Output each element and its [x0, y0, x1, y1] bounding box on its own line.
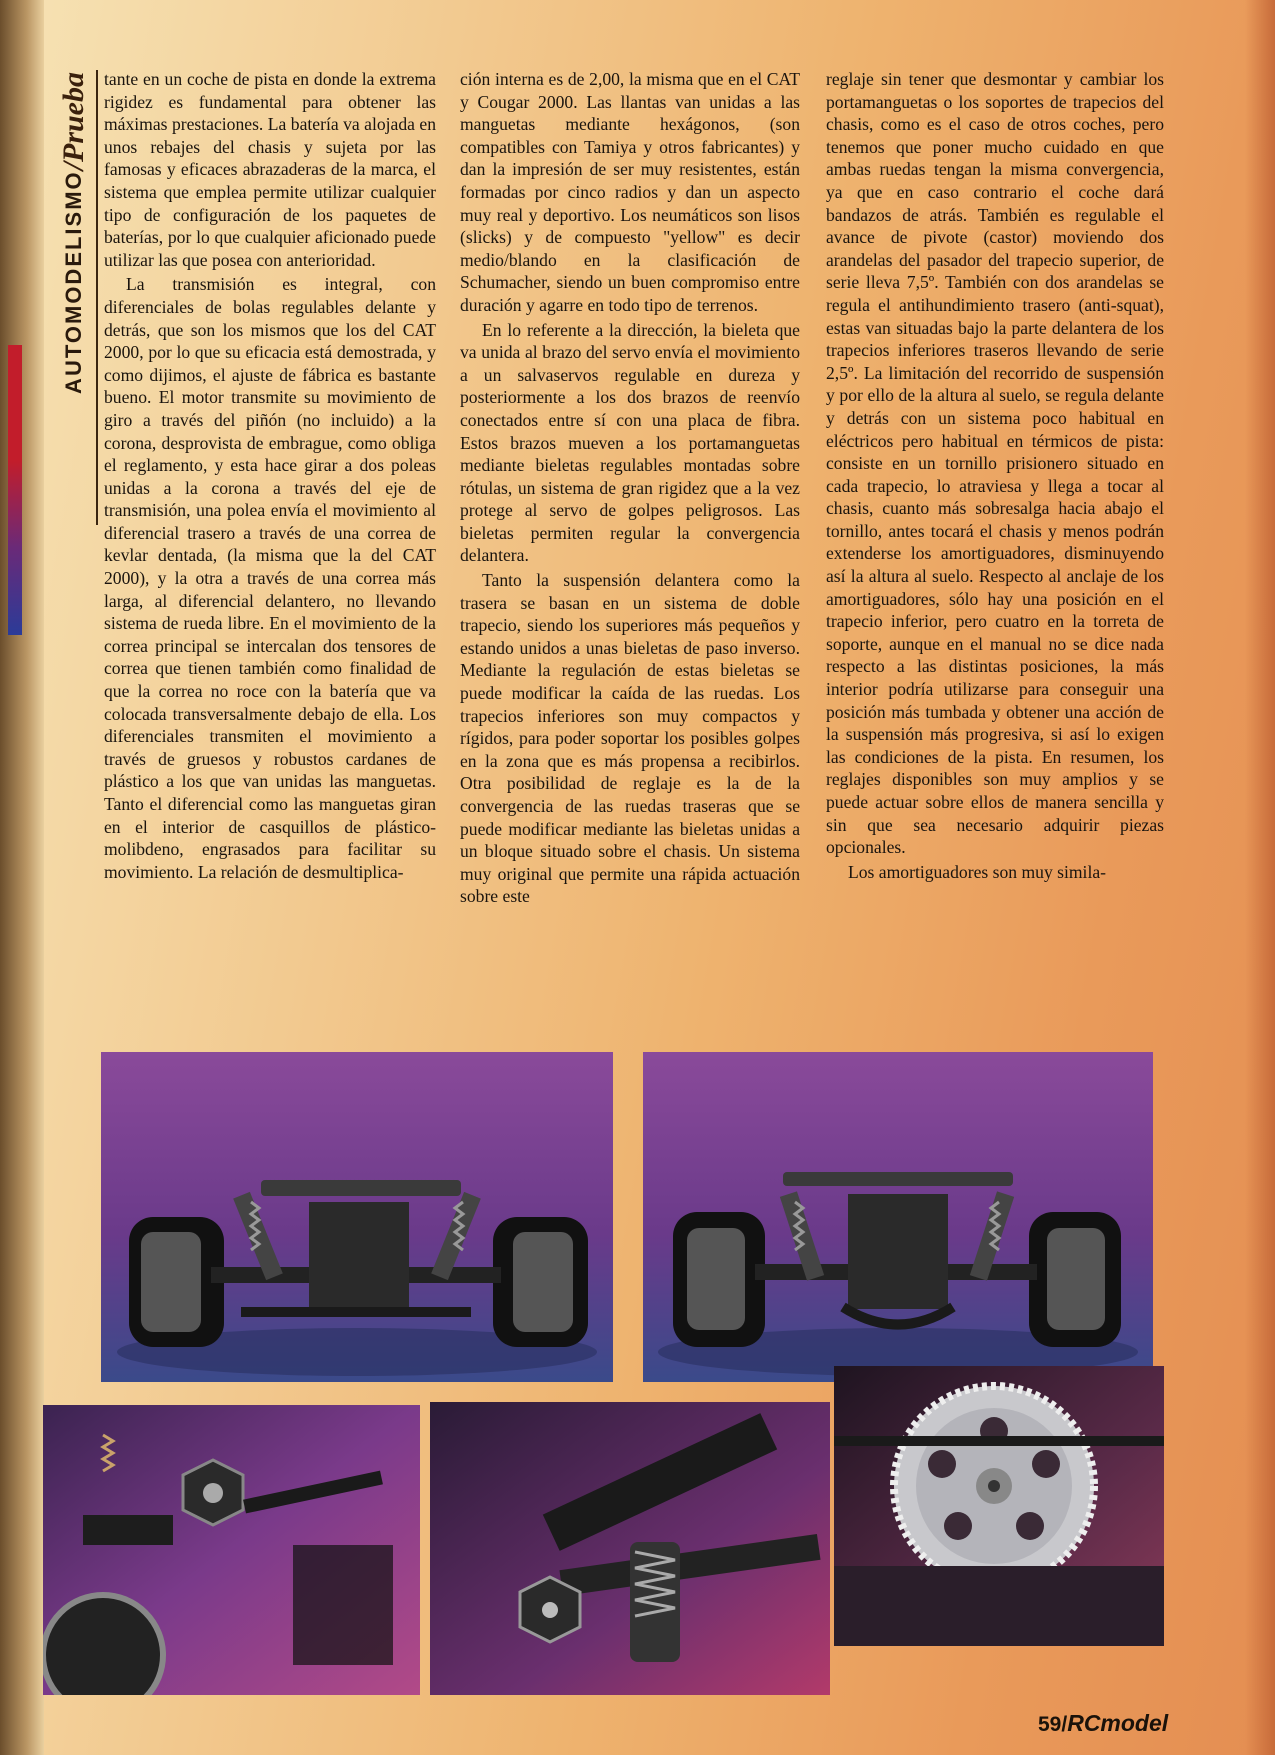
section-type: Prueba — [57, 72, 90, 162]
paragraph: La transmisión es integral, con diferenciales de bolas regulables delante y detrás, que son los mismos que los del CAT 2000, por lo que su eficacia está demostrada, y como dijimos, el ajuste de fábrica es bastante bueno. El motor transmite su movimiento de giro a través del piñón (no incluido) a la corona, desprovista de embrague, como obliga el reglamento, y esta hace girar a dos poleas unidas a la corona a través del eje de transmisión, una polea envía el movimiento al diferencial trasero a través de una correa de kevlar dentada, (la misma que la del CAT 2000), y la otra a través de una correa más larga, al diferencial delantero, no llevando sistema de rueda libre. En el movimiento de la correa principal se intercalan dos tensores de correa que tienen también como finalidad de que la correa no roce con la batería que va colocada transversalmente debajo de ella. Los diferenciales transmiten el movimiento a través de gruesos y robustos cardanes de plástico a los que van unidas las manguetas. Tanto el diferencial como las manguetas giran en el interior de casquillos de plástico-molibdeno, engrasados para facilitar su movimiento. La relación de desmultiplica- — [104, 274, 436, 882]
page-number: 59/ — [1038, 1713, 1068, 1736]
photo-hub-carrier — [43, 1405, 420, 1695]
paragraph: Tanto la suspensión delantera como la trasera se basan en un sistema de doble trapecio, siendo los superiores más pequeños y estando unidos a unas bieletas de paso inverso. Mediante la regulación de estas bieletas se puede modificar la caída de las ruedas. Los trapecios inferiores son muy compactos y rígidos, para poder soportar los posibles golpes en la zona que es más propensa a recibirlos. Otra posibilidad de reglaje es la de la convergencia de las ruedas traseras que se puede modificar mediante las bieletas unidas a un bloque situado sobre el chasis. Un sistema muy original que permite una rápida actuación sobre este — [460, 570, 800, 907]
page-footer — [1038, 1710, 1168, 1737]
paragraph: tante en un coche de pista en donde la extrema rigidez es fundamental para obtener las máximas prestaciones. La batería va alojada en unos rebajes del chasis y sujeta por las famosas y eficaces abrazaderas de la marca, el sistema que emplea permite utilizar cualquier tipo de configuración de los paquetes de baterías, por lo que cualquier aficionado puede utilizar las que posea con anterioridad. — [104, 69, 436, 270]
paragraph: Los amortiguadores son muy simila- — [848, 861, 1107, 882]
binding-spine — [0, 0, 44, 1755]
photo-spur-gear — [834, 1366, 1164, 1646]
section-separator: / — [57, 162, 90, 171]
magazine-name: RCmodel — [1067, 1710, 1169, 1736]
text-column-1 — [104, 68, 436, 1013]
section-color-tab — [8, 345, 22, 635]
paragraph: reglaje sin tener que desmontar y cambiar los portamanguetas o los soportes de trapecios del chasis, como es el caso de otros coches, pero tenemos que poner mucho cuidado en que ambas ruedas tengan la misma convergencia, ya que en caso contrario el coche dará bandazos de atrás. También es regulable el avance de pivote (castor) moviendo dos arandelas del pasador del trapecio superior, de serie lleva 7,5º. También con dos arandelas se regula el antihundimiento trasero (anti-squat), estas van situadas bajo la parte delantera de los trapecios inferiores traseros llevando de serie 2,5º. La limitación del recorrido de suspensión y por ello de la altura al suelo, se regula delante y detrás con un sistema poco habitual en eléctricos pero habitual en térmicos de pista: consiste en un tornillo prisionero situado en cada trapecio, lo atraviesa y llega a tocar al chasis, cuanto más sobresalga hacia abajo el tornillo, antes tocará el chasis y menos podrán extenderse los amortiguadores, disminuyendo así la altura al suelo. Respecto al anclaje de los amortiguadores, sólo hay una posición en el trapecio inferior, pero cuatro en la torreta de soporte, aunque en el manual no se dice nada respecto a las distintas posiciones, la más interior podría utilizarse para conseguir una posición más tumbada y obtener una acción de la suspensión más progresiva, si así lo exigen las condiciones de la pista. En resumen, los reglajes disponibles son muy amplios y se puede actuar sobre ellos de manera sencilla y sin que sea necesario adquirir piezas opcionales. — [826, 69, 1164, 858]
section-label — [56, 72, 92, 522]
paragraph: ción interna es de 2,00, la misma que en el CAT y Cougar 2000. Las llantas van unidas a las manguetas mediante hexágonos, (son compatibles con Tamiya y otros fabricantes) y dan la impresión de ser muy resistentes, están formadas por cinco radios y dan un aspecto muy real y deportivo. Los neumáticos son lisos (slicks) y de compuesto "yellow" es decir medio/blando en la clasificación de Schumacher, siendo un buen compromiso entre duración y agarre en todo tipo de terrenos. — [460, 69, 800, 315]
text-column-3 — [826, 68, 1164, 1013]
section-rule — [96, 70, 98, 525]
section-category: AUTOMODELISMO — [61, 170, 86, 394]
paragraph: En lo referente a la dirección, la bieleta que va unida al brazo del servo envía el movimiento a un salvaservos regulable en dureza y posteriormente a los dos brazos de reenvío conectados entre sí con una placa de fibra. Estos brazos mueven a los portamanguetas mediante bieletas regulables montadas sobre rótulas, un sistema de gran rigidez que a la vez protege al servo de golpes peligrosos. Las bieletas permiten regular la convergencia delantera. — [460, 319, 800, 566]
photo-shock-absorber — [430, 1402, 830, 1695]
photo-front-suspension — [101, 1052, 613, 1382]
text-column-2 — [460, 68, 800, 1013]
page-edge — [1245, 0, 1275, 1755]
photo-rear-suspension — [643, 1052, 1153, 1382]
